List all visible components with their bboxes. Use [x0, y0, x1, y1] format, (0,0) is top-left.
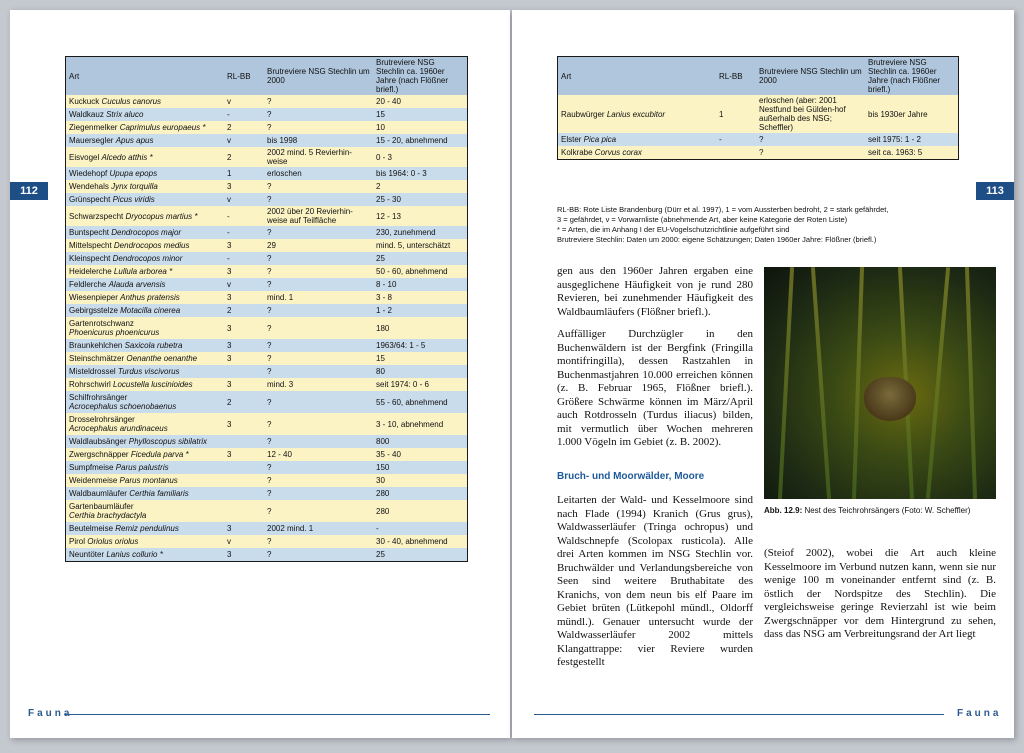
redlist-cell [224, 474, 264, 487]
redlist-cell [224, 365, 264, 378]
species-name: Wiesenpieper [69, 293, 121, 302]
species-latin: Saxicola rubetra [124, 341, 183, 350]
species-cell [66, 121, 225, 134]
table-row [66, 500, 468, 522]
table-row [66, 121, 468, 134]
territories-2000-cell: bis 1998 [264, 134, 373, 147]
species-cell [66, 435, 225, 448]
territories-2000-cell: ? [264, 435, 373, 448]
species-cell [66, 206, 225, 226]
table-row [558, 95, 959, 133]
species-cell [66, 500, 225, 522]
territories-1960-cell: seit 1975: 1 - 2 [865, 133, 959, 146]
species-latin: Pica pica [583, 135, 617, 144]
species-latin: Locustella luscinioides [113, 380, 193, 389]
species-cell [66, 339, 225, 352]
redlist-cell: 2 [224, 391, 264, 413]
territories-2000-cell: 29 [264, 239, 373, 252]
species-name: Steinschmätzer [69, 354, 127, 363]
territories-1960-cell: 1 - 2 [373, 304, 468, 317]
redlist-cell: - [224, 252, 264, 265]
territories-2000-cell: ? [264, 304, 373, 317]
species-latin: Anthus pratensis [120, 293, 180, 302]
caption-label: Abb. 12.9: [764, 506, 803, 515]
territories-1960-cell: 8 - 10 [373, 278, 468, 291]
table-row [66, 448, 468, 461]
table-row [66, 487, 468, 500]
redlist-cell: 3 [224, 265, 264, 278]
species-name: Zwergschnäpper [69, 450, 131, 459]
right-page [512, 10, 1014, 738]
table-row [66, 378, 468, 391]
territories-1960-cell: 20 - 40 [373, 95, 468, 108]
redlist-cell [224, 435, 264, 448]
table-row [66, 147, 468, 167]
territories-2000-cell: ? [264, 474, 373, 487]
table-row [66, 252, 468, 265]
species-name: Gartenbaumläufer [69, 502, 134, 511]
territories-1960-cell: 3 - 8 [373, 291, 468, 304]
species-cell [66, 278, 225, 291]
table-row [558, 133, 959, 146]
redlist-cell: 3 [224, 317, 264, 339]
species-name: Elster [561, 135, 584, 144]
table-row [66, 193, 468, 206]
species-cell [66, 474, 225, 487]
table-row [66, 239, 468, 252]
col-art: Art [66, 57, 225, 96]
table-row [66, 522, 468, 535]
territories-2000-cell: ? [264, 265, 373, 278]
territories-1960-cell: 50 - 60, abnehmend [373, 265, 468, 278]
territories-1960-cell: 0 - 3 [373, 147, 468, 167]
col-rl: RL-BB [716, 57, 756, 96]
species-name: Kolkrabe [561, 147, 595, 157]
note-line: RL-BB: Rote Liste Brandenburg (Dürr et al. 1997), 1 = vom Aussterben bedroht, 2 = stark gefährdet, [557, 205, 889, 214]
col-1960: Brutreviere NSG Stechlin ca. 1960er Jahre (nach Flößner briefl.) [865, 57, 959, 96]
territories-1960-cell: 25 - 30 [373, 193, 468, 206]
table-row [66, 352, 468, 365]
table-row [66, 291, 468, 304]
territories-2000-cell: ? [264, 339, 373, 352]
species-cell [66, 522, 225, 535]
table-row [66, 265, 468, 278]
territories-1960-cell: 35 - 40 [373, 448, 468, 461]
species-name: Gebirgsstelze [69, 306, 121, 315]
note-line: Brutreviere Stechlin: Daten um 2000: eigene Schätzungen; Daten 1960er Jahre: Flößner (briefl.) [557, 235, 877, 244]
redlist-cell: 3 [224, 180, 264, 193]
territories-2000-cell: ? [264, 413, 373, 435]
territories-1960-cell: 30 - 40, abnehmend [373, 535, 468, 548]
territories-1960-cell: 15 [373, 108, 468, 121]
territories-2000-cell: mind. 1 [264, 291, 373, 304]
species-latin: Cuculus canorus [101, 97, 162, 106]
species-name: Eisvogel [69, 152, 102, 162]
footer-label: Fauna [957, 708, 1002, 719]
species-latin: Picus viridis [112, 195, 155, 204]
species-cell [66, 365, 225, 378]
col-art: Art [558, 57, 717, 96]
species-cell [66, 378, 225, 391]
territories-2000-cell: ? [264, 317, 373, 339]
territories-2000-cell: ? [264, 180, 373, 193]
species-name: Waldbaumläufer [69, 489, 130, 498]
territories-2000-cell: ? [264, 365, 373, 378]
species-name: Neuntöter [69, 549, 107, 559]
paragraph: gen aus den 1960er Jahren ergaben eine ausgeglichene Häufigkeit von je rund 280 Revieren, bei zunehmender Häufigkeit des Waldbaumläufers (Flößner briefl.). [557, 265, 753, 318]
table-row [66, 461, 468, 474]
species-latin: Alauda arvensis [108, 280, 166, 289]
species-name: Weidenmeise [69, 476, 120, 485]
redlist-cell: 3 [224, 522, 264, 535]
species-cell [66, 391, 225, 413]
species-name: Wendehals [69, 182, 112, 191]
species-cell [66, 448, 225, 461]
redlist-cell: - [224, 108, 264, 121]
redlist-cell: v [224, 535, 264, 548]
territories-1960-cell: 280 [373, 487, 468, 500]
redlist-cell: v [224, 278, 264, 291]
territories-2000-cell: mind. 3 [264, 378, 373, 391]
table-row [66, 535, 468, 548]
species-name: Beutelmeise [69, 524, 116, 533]
territories-1960-cell: 180 [373, 317, 468, 339]
territories-1960-cell: - [373, 522, 468, 535]
nest-photo [764, 267, 996, 499]
species-latin: Oriolus oriolus [87, 537, 139, 546]
territories-2000-cell: erloschen [264, 167, 373, 180]
species-latin: Dendrocopos medius [113, 241, 190, 250]
species-name: Drosselrohrsänger [69, 415, 135, 424]
left-page [10, 10, 510, 738]
territories-2000-cell: 12 - 40 [264, 448, 373, 461]
table-row [66, 304, 468, 317]
species-name: Wiedehopf [69, 169, 110, 178]
territories-1960-cell: 80 [373, 365, 468, 378]
species-latin: Dendrocopos minor [112, 254, 183, 263]
species-cell [66, 193, 225, 206]
species-name: Mauersegler [69, 136, 116, 145]
paragraph: (Steiof 2002), wobei die Art auch kleine Kesselmoore im Verbund nutzen kann, wenn sie nur wenige 100 m voneinander entfernt sind (z. B. östlich der Nordspitze des Stechlin). Die vergleichsweise geringe Revierzahl ist wie beim Zwergschnäpper vor dem Hintergrund zu sehen, dass das NSG am Verbreitungsrand der Art liegt [764, 547, 996, 640]
table-row [66, 365, 468, 378]
territories-1960-cell: 150 [373, 461, 468, 474]
species-name: Waldlaubsänger [69, 437, 129, 446]
redlist-cell [716, 146, 756, 159]
col-2000: Brutreviere NSG Stechlin um 2000 [264, 57, 373, 96]
redlist-cell [224, 500, 264, 522]
species-latin: Parus montanus [119, 476, 178, 485]
species-latin: Dryocopus martius * [125, 211, 198, 221]
species-cell [66, 304, 225, 317]
table-row [66, 180, 468, 193]
species-cell [66, 535, 225, 548]
footer-rule [65, 714, 490, 715]
territories-1960-cell: 800 [373, 435, 468, 448]
species-latin: Apus apus [115, 136, 154, 145]
territories-1960-cell: bis 1930er Jahre [865, 95, 959, 133]
table-row [66, 548, 468, 561]
note-line: * = Arten, die im Anhang I der EU-Vogelschutzrichtlinie aufgeführt sind [557, 225, 790, 234]
note-line: 3 = gefährdet, v = Vorwarnliste (abnehmende Art, aber keine Kategorie der Roten Liste) [557, 215, 848, 224]
species-name: Sumpfmeise [69, 463, 116, 472]
territories-2000-cell: ? [264, 391, 373, 413]
species-latin: Phylloscopus sibilatrix [128, 437, 208, 446]
territories-1960-cell: 25 [373, 548, 468, 561]
redlist-cell: 1 [716, 95, 756, 133]
species-latin: Parus palustris [115, 463, 169, 472]
species-name: Heidelerche [69, 267, 114, 276]
species-latin: Dendrocopos major [111, 228, 182, 237]
territories-2000-cell: ? [264, 500, 373, 522]
redlist-cell: - [224, 226, 264, 239]
territories-1960-cell: seit 1974: 0 - 6 [373, 378, 468, 391]
species-latin: Caprimulus europaeus * [119, 123, 206, 132]
territories-1960-cell: 2 [373, 180, 468, 193]
species-cell [66, 180, 225, 193]
species-name: Misteldrossel [69, 367, 118, 376]
col-rl: RL-BB [224, 57, 264, 96]
territories-1960-cell: bis 1964: 0 - 3 [373, 167, 468, 180]
species-cell [66, 461, 225, 474]
species-latin: Acrocephalus arundinaceus [69, 424, 168, 433]
col-1960: Brutreviere NSG Stechlin ca. 1960er Jahre (nach Flößner briefl.) [373, 57, 468, 96]
species-cell [66, 226, 225, 239]
species-latin: Oenanthe oenanthe [126, 354, 198, 363]
paragraph: Auffälliger Durchzügler in den Buchenwäldern ist der Bergfink (Fringilla montifringilla), dessen Rastzahlen in Buchenmastjahren 10.000 erreichen können (z. B. Februar 1965, Flößner briefl.). Größere Schwärme können im März/April auch Rotdrosseln (Turdus iliacus) bilden, mit vermutlich über Wochen mehreren 1.000 Vögeln im Gebiet (z. B. 2002). [557, 328, 753, 448]
territories-2000-cell: ? [264, 352, 373, 365]
bird-table-left [65, 56, 468, 562]
redlist-cell [224, 487, 264, 500]
species-name: Waldkauz [69, 110, 107, 119]
territories-1960-cell: 55 - 60, abnehmend [373, 391, 468, 413]
territories-1960-cell: 230, zunehmend [373, 226, 468, 239]
territories-2000-cell: ? [264, 548, 373, 561]
territories-1960-cell: 3 - 10, abnehmend [373, 413, 468, 435]
table-row [66, 206, 468, 226]
species-cell [66, 487, 225, 500]
species-latin: Jynx torquilla [111, 182, 158, 191]
species-cell [66, 134, 225, 147]
species-name: Braunkehlchen [69, 341, 125, 350]
species-cell [558, 95, 717, 133]
table-row [66, 95, 468, 108]
species-cell [66, 147, 225, 167]
species-name: Mittelspecht [69, 241, 114, 250]
territories-1960-cell: mind. 5, unterschätzt [373, 239, 468, 252]
species-latin: Lullula arborea * [113, 267, 173, 276]
species-name: Pirol [69, 537, 88, 546]
bird-table-right [557, 56, 959, 160]
table-row [66, 474, 468, 487]
species-cell [66, 352, 225, 365]
territories-2000-cell: ? [264, 252, 373, 265]
species-name: Ziegenmelker [69, 123, 120, 132]
species-cell [66, 108, 225, 121]
species-latin: Certhia familiaris [129, 489, 189, 498]
species-cell [66, 95, 225, 108]
species-latin: Lanius excubitor [606, 109, 666, 119]
species-latin: Ficedula parva * [130, 450, 189, 459]
nest-shape [864, 377, 916, 421]
species-latin: Motacilla cinerea [120, 306, 181, 315]
section-heading: Bruch- und Moorwälder, Moore [557, 471, 705, 482]
table-row [66, 413, 468, 435]
table-row [66, 134, 468, 147]
table-row [66, 278, 468, 291]
territories-1960-cell: 25 [373, 252, 468, 265]
species-name: Kleinspecht [69, 254, 113, 263]
territories-1960-cell: 15 [373, 352, 468, 365]
redlist-cell: 3 [224, 339, 264, 352]
species-name: Feldlerche [69, 280, 109, 289]
species-latin: Phoenicurus phoenicurus [69, 328, 160, 337]
territories-2000-cell: ? [264, 121, 373, 134]
territories-2000-cell: ? [264, 461, 373, 474]
species-latin: Certhia brachydactyla [69, 511, 147, 520]
page-number: 113 [976, 182, 1014, 200]
species-latin: Remiz pendulinus [115, 524, 179, 533]
species-latin: Upupa epops [109, 169, 158, 178]
territories-2000-cell: ? [264, 226, 373, 239]
footer-rule [534, 714, 944, 715]
table-row [66, 226, 468, 239]
territories-2000-cell: ? [264, 487, 373, 500]
species-cell [66, 291, 225, 304]
caption-text: Nest des Teichrohrsängers (Foto: W. Scheffler) [802, 506, 971, 515]
species-latin: Acrocephalus schoenobaenus [69, 402, 177, 411]
territories-1960-cell: 1963/64: 1 - 5 [373, 339, 468, 352]
territories-2000-cell: ? [264, 193, 373, 206]
redlist-cell: 1 [224, 167, 264, 180]
redlist-cell: 3 [224, 413, 264, 435]
table-row [558, 146, 959, 159]
species-latin: Strix aluco [106, 110, 144, 119]
territories-2000-cell: erloschen (aber: 2001 Nestfund bei Gülden-hof außerhalb des NSG; Scheffler) [756, 95, 865, 133]
species-name: Grünspecht [69, 195, 113, 204]
species-latin: Alcedo atthis * [101, 152, 153, 162]
species-cell [66, 265, 225, 278]
paragraph: Leitarten der Wald- und Kesselmoore sind nach Flade (1994) Kranich (Grus grus), Waldwasserläufer (Tringa ochropus) und Waldschnepfe (Scolopax rusticola). Alle drei Arten kommen im NSG Stechlin vor. Bruchwälder und Verlandungsbereiche von Seen sind weitere Bruthabitate des Kranichs, von dem neun bis elf Paare im Gebiet brüten (Lütkepohl mündl., Oldorff mündl.). Genauer untersucht wurde der Waldwasserläufer 2002 mittels Klangattrappe: vier Reviere wurden festgestellt [557, 494, 753, 668]
species-name: Kuckuck [69, 97, 102, 106]
table-row [66, 339, 468, 352]
species-name: Rohrschwirl [69, 380, 114, 389]
species-cell [558, 133, 717, 146]
footer-label: Fauna [28, 708, 73, 719]
territories-1960-cell: 15 - 20, abnehmend [373, 134, 468, 147]
territories-2000-cell: 2002 mind. 5 Revierhin-weise [264, 147, 373, 167]
redlist-cell: 2 [224, 121, 264, 134]
territories-2000-cell: ? [264, 535, 373, 548]
territories-2000-cell: ? [264, 108, 373, 121]
species-cell [66, 317, 225, 339]
territories-1960-cell: 280 [373, 500, 468, 522]
table-notes [557, 205, 977, 245]
redlist-cell: 2 [224, 304, 264, 317]
redlist-cell: - [224, 206, 264, 226]
species-latin: Lanius collurio * [106, 549, 163, 559]
redlist-cell: v [224, 95, 264, 108]
col-2000: Brutreviere NSG Stechlin um 2000 [756, 57, 865, 96]
redlist-cell [224, 461, 264, 474]
table-row [66, 391, 468, 413]
species-cell [66, 167, 225, 180]
territories-2000-cell: 2002 mind. 1 [264, 522, 373, 535]
redlist-cell: v [224, 193, 264, 206]
redlist-cell: 3 [224, 548, 264, 561]
species-latin: Corvus corax [594, 147, 642, 157]
table-row [66, 167, 468, 180]
table-row [66, 317, 468, 339]
territories-1960-cell: 12 - 13 [373, 206, 468, 226]
territories-2000-cell: ? [264, 95, 373, 108]
redlist-cell: 3 [224, 448, 264, 461]
redlist-cell: 2 [224, 147, 264, 167]
territories-1960-cell: 30 [373, 474, 468, 487]
territories-2000-cell: ? [756, 133, 865, 146]
species-cell [66, 548, 225, 561]
table-row [66, 108, 468, 121]
species-name: Gartenrotschwanz [69, 319, 134, 328]
redlist-cell: 3 [224, 239, 264, 252]
redlist-cell: 3 [224, 291, 264, 304]
species-cell [66, 252, 225, 265]
species-cell [66, 239, 225, 252]
species-name: Raubwürger [561, 109, 607, 119]
territories-1960-cell: seit ca. 1963: 5 [865, 146, 959, 159]
species-name: Schilfrohrsänger [69, 393, 128, 402]
species-cell [66, 413, 225, 435]
redlist-cell: - [716, 133, 756, 146]
species-cell [558, 146, 717, 159]
redlist-cell: v [224, 134, 264, 147]
territories-2000-cell: 2002 über 20 Revierhin-weise auf Teilfläche [264, 206, 373, 226]
territories-1960-cell: 10 [373, 121, 468, 134]
redlist-cell: 3 [224, 378, 264, 391]
species-latin: Turdus viscivorus [117, 367, 180, 376]
territories-2000-cell: ? [756, 146, 865, 159]
species-name: Buntspecht [69, 228, 112, 237]
page-number: 112 [10, 182, 48, 200]
species-name: Schwarzspecht [69, 211, 126, 221]
territories-2000-cell: ? [264, 278, 373, 291]
photo-caption [764, 506, 996, 516]
redlist-cell: 3 [224, 352, 264, 365]
table-row [66, 435, 468, 448]
